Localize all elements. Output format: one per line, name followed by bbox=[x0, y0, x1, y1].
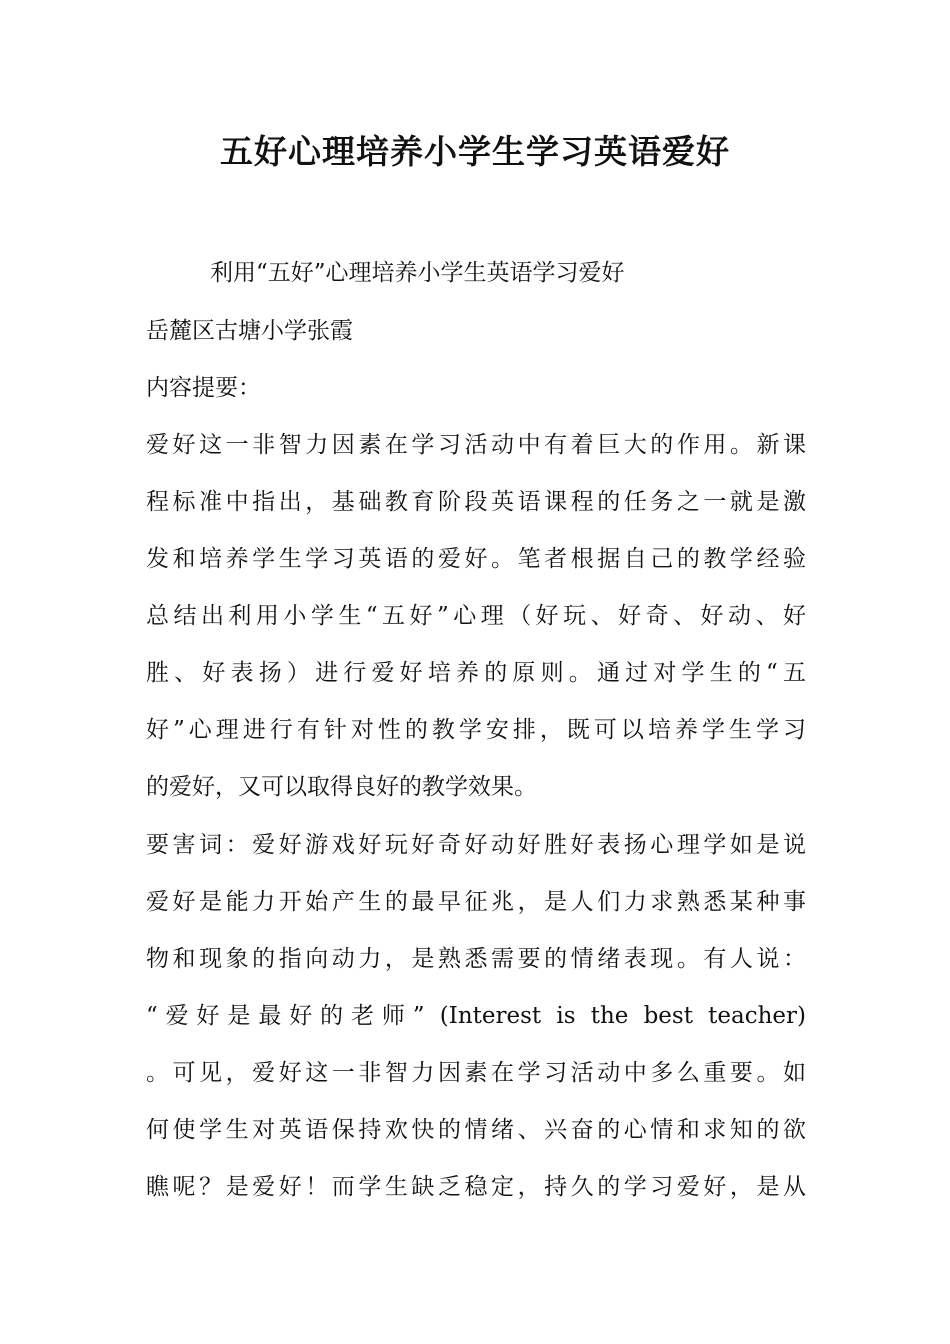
body-line: 爱好这一非智力因素在学习活动中有着巨大的作用。新课 bbox=[146, 432, 806, 458]
body-line: 。可见，爱好这一非智力因素在学习活动中多么重要。如 bbox=[146, 1060, 806, 1086]
body-line: 胜、好表扬）进行爱好培养的原则。通过对学生的“五 bbox=[146, 660, 806, 686]
author-line: 岳麓区古塘小学张霞 bbox=[146, 318, 353, 344]
document-subtitle: 利用“五好”心理培养小学生英语学习爱好 bbox=[210, 260, 625, 286]
body-line: 程标准中指出，基础教育阶段英语课程的任务之一就是激 bbox=[146, 489, 806, 515]
body-line: 爱好是能力开始产生的最早征兆，是人们力求熟悉某种事 bbox=[146, 889, 806, 915]
body-line: 物和现象的指向动力，是熟悉需要的情绪表现。有人说： bbox=[146, 946, 806, 972]
body-line: “爱好是最好的老师” (Interest is the best teacher) bbox=[146, 1003, 806, 1029]
body-line: 好”心理进行有针对性的教学安排，既可以培养学生学习 bbox=[146, 717, 806, 743]
body-line: 的爱好，又可以取得良好的教学效果。 bbox=[146, 774, 537, 800]
body-line: 何使学生对英语保持欢快的情绪、兴奋的心情和求知的欲 bbox=[146, 1117, 806, 1143]
keywords-line: 要害词：爱好游戏好玩好奇好动好胜好表扬心理学如是说 bbox=[146, 832, 806, 858]
document-title: 五好心理培养小学生学习英语爱好 bbox=[220, 132, 730, 171]
body-line: 总结出利用小学生“五好”心理（好玩、好奇、好动、好 bbox=[146, 603, 806, 629]
body-line: 发和培养学生学习英语的爱好。笔者根据自己的教学经验 bbox=[146, 546, 806, 572]
body-line: 瞧呢？是爱好！而学生缺乏稳定，持久的学习爱好，是从 bbox=[146, 1174, 806, 1200]
abstract-heading: 内容提要： bbox=[146, 375, 261, 401]
